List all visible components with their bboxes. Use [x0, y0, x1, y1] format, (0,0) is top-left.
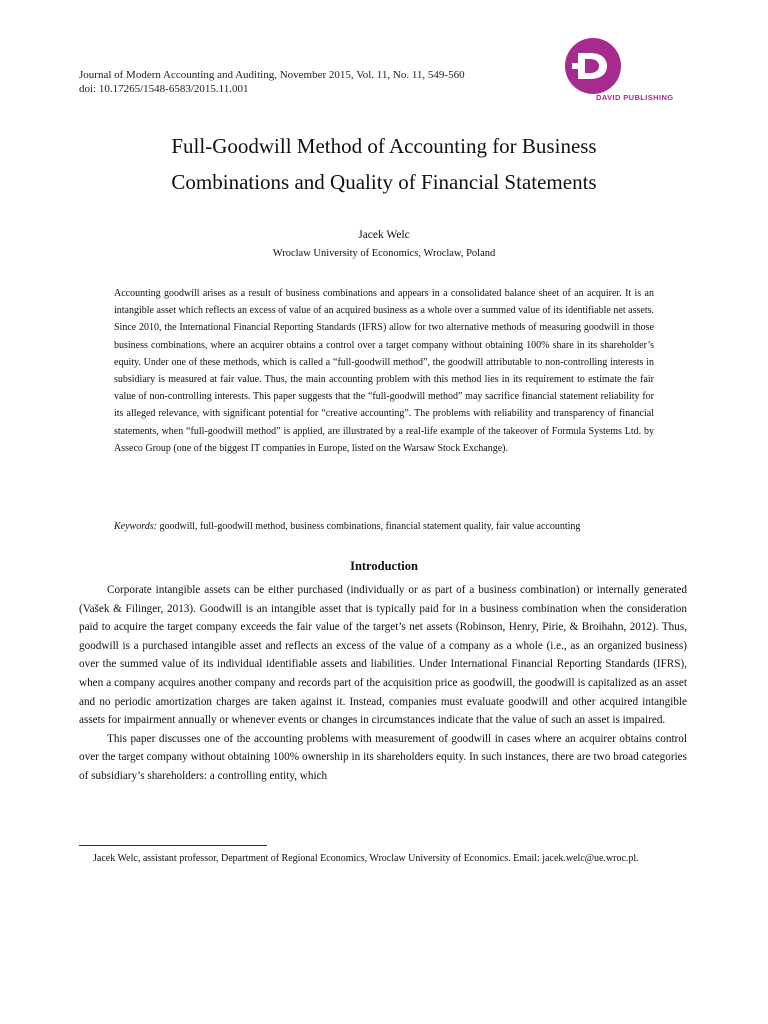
abstract: Accounting goodwill arises as a result of business combinations and appears in a consolidated balance sheet of an acquirer. It is an intangible asset which reflects an excess of value of an acquired business as a whole over a summed value of its identifiable net assets. Since 2010, the International Financial Reporting Standards (IFRS) allow for two alternative methods of measuring goodwill in those business combinations, where an acquirer obtains a control over a target company without obtaining 100% share in its shareholder’s equity. Under one of these methods, which is called a “full-goodwill method”, the goodwill attributable to non-controlling interests in subsidiary is measured at fair value. Thus, the main accounting problem with this method lies in its requirement to estimate the fair value of non-controlling interests. This paper suggests that the “full-goodwill method” may sacrifice financial statement reliability for its alleged relevance, with significant potential for “creative accounting”. The problems with reliability and transparency of financial statements, when “full-goodwill method” is applied, are illustrated by a real-life example of the takeover of Formula Systems Ltd. by Asseco Group (one of the biggest IT companies in Europe, listed on the Warsaw Stock Exchange). — [114, 288, 654, 454]
title-line-1: Full-Goodwill Method of Accounting for Business — [171, 134, 597, 158]
body-paragraph: Corporate intangible assets can be either purchased (individually or as part of a business combination) or internally generated (Vašek & Filinger, 2013). Goodwill is an intangible asset that is typically paid for in a business combination when the consideration paid to acquire the target company exceeds the fair value of the target’s net assets (Robinson, Henry, Pirie, & Broihahn, 2012). Thus, goodwill is a purchased intangible asset and reflects an excess of the value of a company as a whole (i.e., as an organized business) over the summed value of its individual identifiable assets and liabilities. Under International Financial Reporting Standards (IFRS), when a company acquires another company and records part of the acquisition price as goodwill, the goodwill is capitalized as an asset and no periodic amortization charges are taken against it. Instead, companies must evaluate goodwill and other acquired intangible assets for impairment annually or whenever events or changes in circumstances indicate that the value of such an asset is impaired. — [79, 584, 687, 727]
keywords-label: Keywords: — [114, 521, 157, 532]
title-line-2: Combinations and Quality of Financial Statements — [171, 170, 597, 194]
section-heading-introduction: Introduction — [350, 559, 418, 573]
introduction-body — [79, 581, 687, 786]
keywords — [114, 521, 674, 532]
footnote: Jacek Welc, assistant professor, Department of Regional Economics, Wroclaw University of Economics. Email: jacek.welc@ue.wroc.pl. — [93, 853, 639, 864]
keywords-text: goodwill, full-goodwill method, business combinations, financial statement quality, fair value accounting — [159, 521, 581, 532]
author-affiliation: Wroclaw University of Economics, Wroclaw, Poland — [272, 248, 496, 259]
paper-title — [84, 128, 684, 200]
journal-citation: Journal of Modern Accounting and Auditing, November 2015, Vol. 11, No. 11, 549-560 — [79, 69, 465, 81]
body-paragraph: This paper discusses one of the accounting problems with measurement of goodwill in cases where an acquirer obtains control over the target company without obtaining 100% ownership in its shareholders equity. In such instances, there are two broad categories of subsidiary’s shareholders: a controlling entity, which — [79, 732, 687, 782]
publisher-name: DAVID PUBLISHING — [596, 93, 674, 102]
footnote-divider — [79, 845, 267, 846]
author-name: Jacek Welc — [358, 229, 410, 241]
david-publishing-logo — [556, 36, 696, 116]
journal-header — [79, 68, 465, 96]
journal-doi: doi: 10.17265/1548-6583/2015.11.001 — [79, 83, 249, 95]
publisher-logo-icon — [556, 36, 696, 116]
